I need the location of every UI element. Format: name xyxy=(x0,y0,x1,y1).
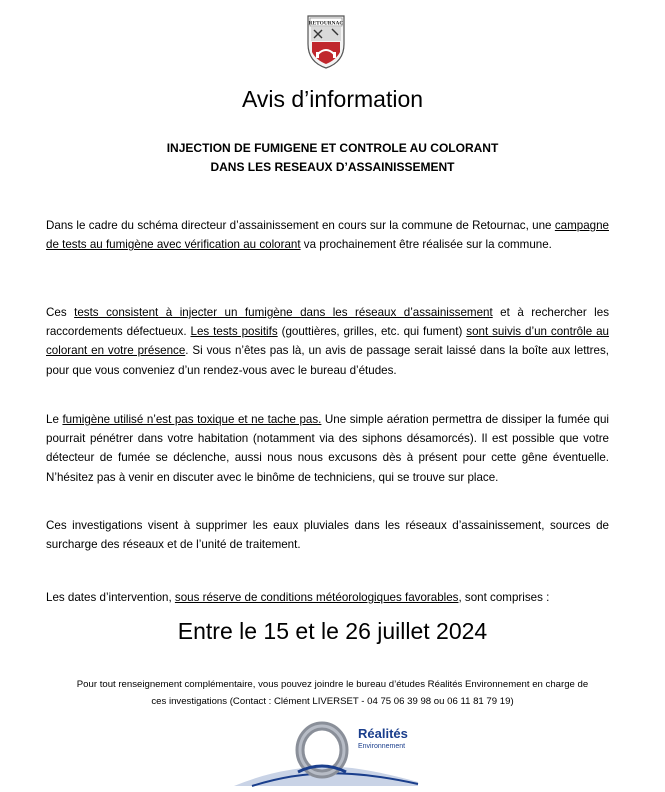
underlined-text: campagne de tests au fumigène avec vérification au colorant xyxy=(46,219,609,252)
crest-name: RETOURNAC xyxy=(308,20,344,27)
text-run: . Si vous n’êtes pas là, un avis de passage serait laissé dans la boîte aux lettres, pour que vous conveniez d’un rendez-vous avec le bureau d’études. xyxy=(46,344,609,377)
realites-logo-icon xyxy=(232,712,432,790)
page-title: Avis d’information xyxy=(241,86,424,112)
intervention-dates: Entre le 15 et le 26 juillet 2024 xyxy=(177,618,488,644)
paragraph-context xyxy=(46,216,609,254)
text-run: va prochainement être réalisée sur la commune. xyxy=(300,238,552,252)
text-run: (gouttières, grilles, etc. qui fument) xyxy=(277,325,467,339)
text-run: Ces xyxy=(46,306,75,319)
paragraph-purpose xyxy=(46,516,609,554)
underlined-text: sous réserve de conditions météorologiques favorables xyxy=(174,591,459,604)
contact-info xyxy=(40,676,625,710)
logo-title: Réalités xyxy=(358,726,408,741)
retournac-crest-icon xyxy=(302,8,350,70)
text-run: Ces investigations visent à supprimer les eaux pluviales dans les réseaux d’assainissement, sources de surcharge des réseaux et de l’unité de traitement. xyxy=(46,519,609,552)
text-run: , sont comprises : xyxy=(458,591,550,604)
contact-line-2: ces investigations (Contact : Clément LIVERSET - 04 75 06 39 98 ou 06 11 81 79 19) xyxy=(151,696,514,707)
text-run: Le xyxy=(46,413,63,426)
subtitle-line-1: INJECTION DE FUMIGENE ET CONTROLE AU COLORANT xyxy=(166,141,499,155)
text-run: Les dates d’intervention, xyxy=(46,591,175,604)
paragraph-safety xyxy=(46,410,609,487)
underlined-text: Les tests positifs xyxy=(190,325,278,339)
underlined-text: tests consistent à injecter un fumigène dans les réseaux d’assainissement xyxy=(74,306,493,319)
text-run: Dans le cadre du schéma directeur d’assainissement en cours sur la commune de Retournac, une xyxy=(46,219,555,232)
text-run: et à rechercher les raccordements défectueux. xyxy=(46,306,609,339)
logo-subtitle: Environnement xyxy=(358,743,406,750)
text-run: Une simple aération permettra de dissiper la fumée qui pourrait pénétrer dans votre habitation (notamment via des siphons désamorcés). Il est possible que votre détecteur de fumée se déclenche, aussi nous nous excusons dès à présent pour cette gêne éventuelle. N’hésitez pas à venir en discuter avec le binôme de techniciens, qui se trouve sur place. xyxy=(46,413,609,484)
subtitle-line-2: DANS LES RESEAUX D’ASSAINISSEMENT xyxy=(210,160,455,174)
paragraph-tests xyxy=(46,303,609,380)
paragraph-dates-intro xyxy=(46,588,609,607)
contact-line-1: Pour tout renseignement complémentaire, vous pouvez joindre le bureau d’études Réalités Environnement en charge de xyxy=(76,679,589,690)
underlined-text: sont suivis d’un contrôle au colorant en votre présence xyxy=(46,325,609,358)
notice-subtitle xyxy=(0,139,665,177)
underlined-text: fumigène utilisé n’est pas toxique et ne tache pas. xyxy=(62,413,322,426)
